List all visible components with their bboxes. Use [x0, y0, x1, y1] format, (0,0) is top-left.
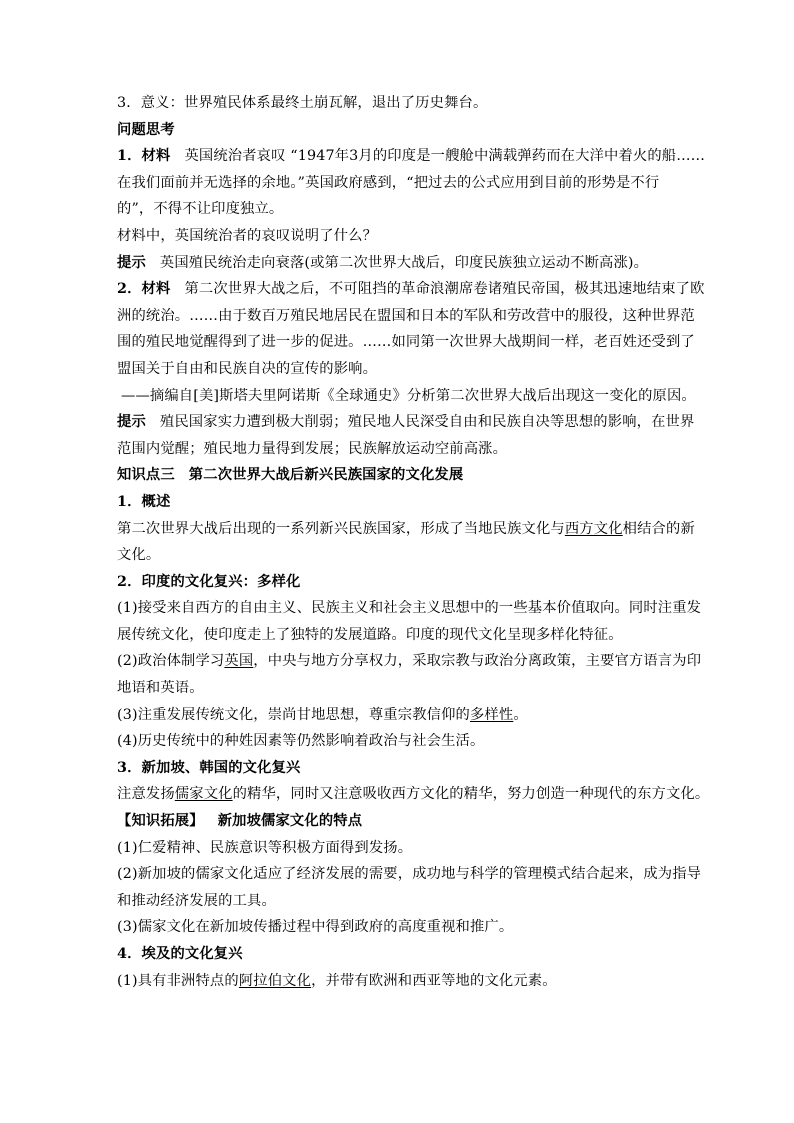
text-line: [117, 196, 682, 223]
text-span: (3)儒家文化在新加坡传播过程中得到政府的高度重视和推广。: [117, 919, 514, 936]
underlined-keyword: 阿拉伯文化: [238, 972, 312, 989]
text-span: ，中央与地方分享权力，采取宗教与政治分离政策，主要官方语言为印: [253, 653, 702, 670]
question-text: 材料中，英国统治者的哀叹说明了什么？: [117, 227, 378, 244]
overview-heading: 1．概述: [117, 493, 171, 510]
text-span: ，并带有欧洲和西亚等地的文化元素。: [311, 972, 557, 989]
text-span: 的精华，同时又注意吸收西方文化的精华，努力创造一种现代的东方文化。: [232, 786, 710, 803]
text-span: 围的殖民地觉醒得到了进一步的促进。……如同第一次世界大战期间一样，老百姓还受到了: [117, 334, 695, 351]
text-span: 展传统文化，使印度走上了独特的发展道路。印度的现代文化呈现多样化特征。: [117, 626, 623, 643]
knowledge-point-label: 知识点三: [117, 467, 175, 484]
text-line: [117, 781, 710, 808]
text-span: (3)注重发展传统文化，崇尚甘地思想，尊重宗教信仰的: [117, 706, 470, 723]
text-line: [117, 436, 682, 463]
text-line: [117, 968, 682, 995]
hint-label: 提示: [117, 254, 146, 271]
text-span: 的”，不得不让印度独立。: [117, 201, 284, 218]
subheading: [117, 808, 682, 835]
hint-text: 殖民国家实力遭到极大削弱；殖民地人民深受自由和民族自决等思想的影响，在世界: [159, 414, 695, 431]
underlined-keyword: 儒家文化: [174, 786, 233, 803]
text-line: [117, 329, 695, 356]
text-line: [117, 90, 682, 117]
text-line: [117, 516, 695, 543]
section-heading: [117, 117, 682, 144]
singapore-korea-heading: 3．新加坡、韩国的文化复兴: [117, 759, 301, 776]
text-span: 第二次世界大战后出现的一系列新兴民族国家，形成了当地民族文化与: [117, 520, 565, 537]
text-line: [117, 383, 696, 410]
text-line: [117, 914, 682, 941]
egypt-heading: 4．埃及的文化复兴: [117, 946, 243, 962]
text-line: [117, 595, 702, 622]
text-span: (1)接受来自西方的自由主义、民族主义和社会主义思想中的一些基本价值取向。同时注重发: [117, 600, 702, 617]
text-span: 相结合的新: [622, 520, 695, 537]
underlined-keyword: 多样性: [469, 706, 514, 723]
material-label: 2．材料: [117, 281, 171, 298]
text-line: [117, 170, 682, 197]
text-line: [117, 702, 682, 729]
text-line: [117, 675, 682, 702]
text-line: [117, 648, 702, 675]
text-line: [117, 223, 682, 250]
text-line: [117, 303, 695, 330]
underlined-keyword: 英国: [224, 653, 254, 670]
hint-label: 提示: [117, 414, 146, 431]
text-span: 注意发扬: [117, 786, 175, 803]
text-line: [117, 250, 682, 277]
text-line: [117, 622, 682, 649]
text-span: (1)仁爱精神、民族意识等积极方面得到发扬。: [117, 839, 413, 856]
text-line: [117, 888, 682, 915]
hint-text: 英国殖民统治走向衰落(或第二次世界大战后，印度民族独立运动不断高涨)。: [159, 254, 649, 271]
underlined-keyword: 西方文化: [564, 520, 623, 537]
text-span: 。: [513, 706, 528, 723]
text-span: 盟国关于自由和民族自决的宣传的影响。: [117, 360, 378, 377]
hint-text: 范围内觉醒；殖民地力量得到发展；民族解放运动空前高涨。: [117, 440, 508, 457]
knowledge-extension-title: 新加坡儒家文化的特点: [217, 813, 363, 830]
text-line: [117, 861, 702, 888]
document-page: [117, 90, 710, 994]
text-line: [117, 409, 695, 436]
meaning-point: 3．意义：世界殖民体系最终土崩瓦解，退出了历史舞台。: [117, 95, 488, 111]
material-label: 1．材料: [117, 148, 171, 165]
text-line: [117, 356, 682, 383]
subheading: [117, 755, 682, 782]
subheading: [117, 489, 682, 516]
text-span: 文化。: [117, 547, 161, 564]
text-span: (2)政治体制学习: [117, 653, 225, 670]
text-span: 在我们面前并无选择的余地。”英国政府感到，“把过去的公式应用到目前的形势是不行: [117, 174, 660, 191]
knowledge-point-title: 第二次世界大战后新兴民族国家的文化发展: [188, 467, 464, 484]
text-span: (4)历史传统中的种姓因素等仍然影响着政治与社会生活。: [117, 733, 485, 750]
text-line: [117, 276, 705, 303]
text-span: 洲的统治。……由于数百万殖民地居民在盟国和日本的军队和劳改营中的服役，这种世界范: [117, 307, 695, 324]
subheading: [117, 569, 682, 596]
text-span: (1)具有非洲特点的: [117, 972, 239, 989]
text-line: [117, 542, 682, 569]
question-thinking-heading: 问题思考: [117, 121, 175, 138]
text-span: 和推动经济发展的工具。: [117, 892, 276, 909]
text-line: [117, 835, 682, 862]
text-line: [117, 728, 682, 755]
text-line: [117, 143, 706, 170]
section-heading: [117, 462, 682, 489]
knowledge-extension-label: 【知识拓展】: [117, 813, 204, 830]
text-span: 第二次世界大战之后，不可阻挡的革命浪潮席卷诸殖民帝国，极其迅速地结束了欧: [184, 281, 705, 298]
text-span: 英国统治者哀叹 “1947年3月的印度是一艘舱中满载弹药而在大洋中着火的船……: [184, 148, 706, 165]
text-span: (2)新加坡的儒家文化适应了经济发展的需要，成功地与科学的管理模式结合起来，成为指导: [117, 866, 702, 883]
india-heading: 2．印度的文化复兴：多样化: [117, 573, 301, 590]
text-span: 地语和英语。: [117, 680, 204, 697]
subheading: [117, 941, 682, 968]
source-citation: ——摘编自[美]斯塔夫里阿诺斯《全球通史》分析第二次世界大战后出现这一变化的原因。: [121, 387, 696, 404]
